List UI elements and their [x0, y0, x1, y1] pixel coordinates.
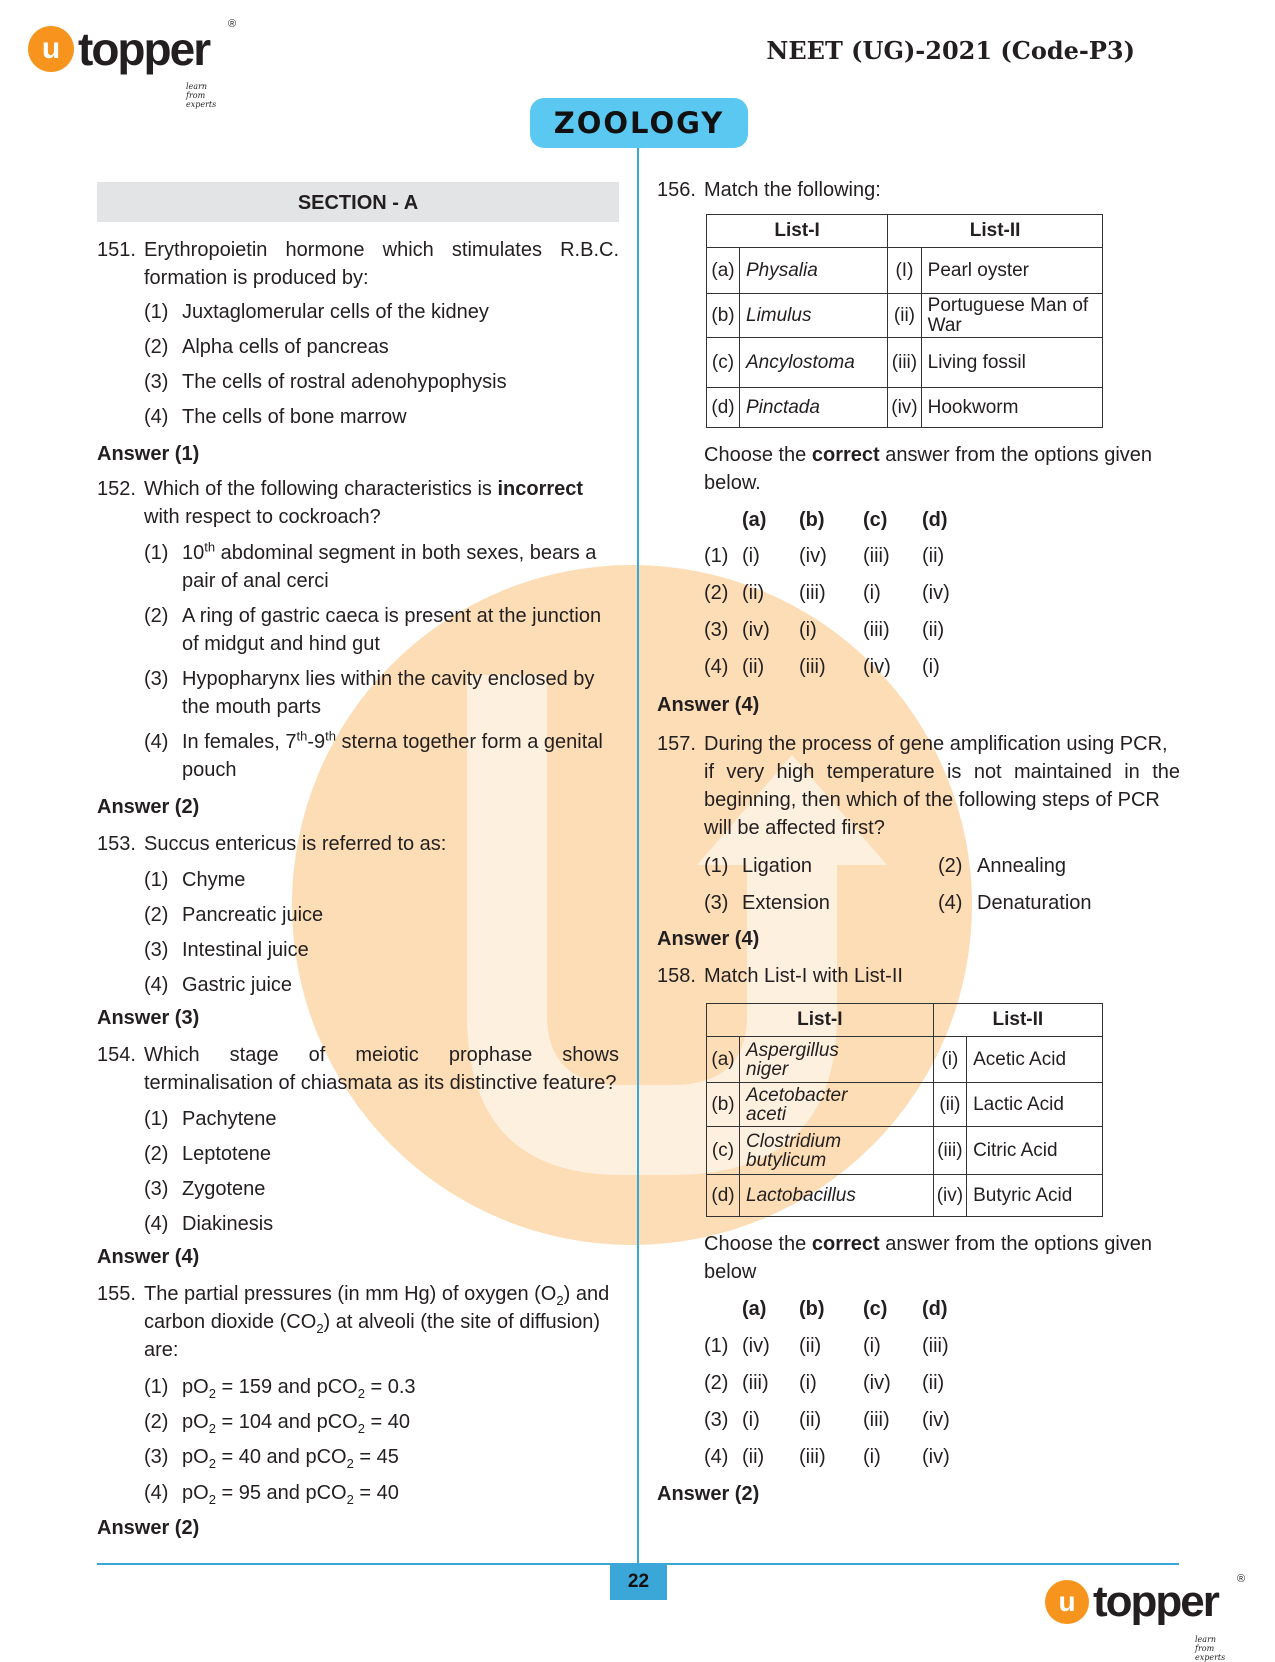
instruction-part: answer from the options given: [879, 1233, 1153, 1255]
option-number: (2): [938, 855, 963, 877]
option-number: (1): [144, 542, 169, 564]
row-label: (iv): [933, 1175, 966, 1217]
option-number: (2): [704, 582, 729, 604]
col-head: (a): [742, 509, 767, 531]
question-text: [144, 1280, 609, 1308]
question-number: 152.: [97, 478, 136, 500]
option-text-part: In females, 7: [182, 731, 297, 753]
option-number: (4): [144, 731, 169, 753]
question-emphasis: incorrect: [497, 478, 584, 500]
option-number: (2): [144, 904, 169, 926]
option-number: (4): [144, 974, 169, 996]
option-text: Pachytene: [182, 1108, 277, 1130]
option-value: (iii): [799, 582, 826, 604]
option-value: (iv): [922, 582, 950, 604]
row-label: (c): [707, 338, 740, 388]
question-text-part: The partial pressures (in mm Hg) of oxygen (O: [144, 1283, 557, 1305]
option-text-part: = 40: [353, 1482, 399, 1504]
option-value: (ii): [799, 1335, 822, 1357]
option-text-part: = 95 and pCO: [215, 1482, 347, 1504]
option-text: [182, 539, 596, 567]
option-value: (i): [922, 656, 940, 678]
option-value: (iii): [742, 1372, 769, 1394]
option-text: Hypopharynx lies within the cavity enclosed by: [182, 668, 595, 690]
cell: Pearl oyster: [921, 248, 1102, 294]
option-text: Gastric juice: [182, 974, 293, 996]
answer: Answer (2): [97, 1517, 200, 1539]
cell: Ancylostoma: [740, 338, 888, 388]
option-text: Leptotene: [182, 1143, 271, 1165]
question-number: 156.: [657, 179, 696, 201]
cell: Acetic Acid: [967, 1037, 1103, 1083]
option-value: (i): [863, 582, 881, 604]
option-text: The cells of bone marrow: [182, 406, 407, 428]
option-value: (iv): [922, 1409, 950, 1431]
option-value: (iii): [863, 545, 890, 567]
option-value: (ii): [922, 619, 945, 641]
cell: Lactic Acid: [967, 1083, 1103, 1127]
question-text: are:: [144, 1339, 179, 1361]
question-text: Which stage of meiotic prophase shows: [144, 1044, 619, 1066]
option-number: (4): [144, 406, 169, 428]
option-text: the mouth parts: [182, 696, 321, 718]
question-text: if very high temperature is not maintained in the: [704, 761, 1180, 783]
logo-u-icon: u: [28, 26, 74, 72]
col-head: (c): [863, 1298, 888, 1320]
question-text: will be affected first?: [704, 817, 885, 839]
logo-u-icon: u: [1045, 1580, 1089, 1624]
option-text: A ring of gastric caeca is present at the junction: [182, 605, 602, 627]
option-text: Alpha cells of pancreas: [182, 336, 389, 358]
subscript: 2: [357, 1421, 365, 1436]
row-label: (iv): [888, 388, 921, 428]
option-number: (2): [144, 336, 169, 358]
table-header: List-I: [707, 1004, 934, 1037]
cell: Citric Acid: [967, 1127, 1103, 1175]
option-number: (1): [704, 855, 729, 877]
option-value: (iv): [922, 1446, 950, 1468]
table-row: [707, 388, 1103, 428]
option-value: (iii): [799, 1446, 826, 1468]
instruction-text: below: [704, 1261, 757, 1283]
option-value: (iii): [863, 1409, 890, 1431]
question-text: [144, 1308, 600, 1336]
col-head: (a): [742, 1298, 767, 1320]
option-text-part: pO: [182, 1446, 209, 1468]
row-label: (i): [933, 1037, 966, 1083]
cell: Pinctada: [740, 388, 888, 428]
option-text: pouch: [182, 759, 237, 781]
subscript: 2: [208, 1492, 216, 1507]
option-number: (1): [144, 1376, 169, 1398]
option-text-part: = 159 and pCO: [215, 1376, 358, 1398]
question-text-part: ) and: [563, 1283, 610, 1305]
row-label: (b): [707, 294, 740, 338]
col-head: (d): [922, 1298, 948, 1320]
question-text: Match the following:: [704, 179, 881, 201]
table-header: List-II: [888, 215, 1103, 248]
option-text: Annealing: [977, 855, 1066, 877]
option-value: (i): [799, 619, 817, 641]
instruction-part: Choose the: [704, 444, 812, 466]
match-table: [706, 214, 1103, 428]
option-text: Juxtaglomerular cells of the kidney: [182, 301, 489, 323]
option-text: [182, 1479, 399, 1507]
option-text-part: -9: [307, 731, 326, 753]
option-value: (iii): [799, 656, 826, 678]
col-head: (b): [799, 509, 825, 531]
question-text-part: ) at alveoli (the site of diffusion): [323, 1311, 600, 1333]
option-text: Zygotene: [182, 1178, 266, 1200]
option-text: Pancreatic juice: [182, 904, 324, 926]
answer: Answer (1): [97, 443, 200, 465]
option-number: (1): [144, 1108, 169, 1130]
option-text: [182, 1408, 410, 1436]
option-number: (1): [704, 545, 729, 567]
row-label: (d): [707, 388, 740, 428]
option-value: (iv): [863, 1372, 891, 1394]
option-text: of midgut and hind gut: [182, 633, 380, 655]
option-value: (ii): [742, 582, 765, 604]
option-value: (i): [742, 1409, 760, 1431]
instruction-part: Choose the: [704, 1233, 812, 1255]
answer: Answer (4): [657, 694, 760, 716]
logo-tagline: learn from experts: [186, 82, 217, 109]
option-value: (i): [799, 1372, 817, 1394]
option-number: (3): [144, 1446, 169, 1468]
option-value: (iv): [742, 619, 770, 641]
superscript: th: [204, 539, 216, 555]
row-label: (a): [707, 1037, 740, 1083]
option-value: (ii): [742, 656, 765, 678]
cell: [740, 1127, 934, 1175]
subscript: 2: [556, 1293, 564, 1308]
question-text: formation is produced by:: [144, 267, 369, 289]
option-text: Chyme: [182, 869, 246, 891]
logo-registered: ®: [228, 18, 237, 30]
answer: Answer (4): [657, 928, 760, 950]
option-number: (3): [144, 939, 169, 961]
option-number: (3): [144, 371, 169, 393]
option-number: (4): [938, 892, 963, 914]
option-value: (iv): [799, 545, 827, 567]
option-text-part: = 40 and pCO: [215, 1446, 347, 1468]
option-text: The cells of rostral adenohypophysis: [182, 371, 507, 393]
option-text-part: = 104 and pCO: [215, 1411, 358, 1433]
question-text-part: carbon dioxide (CO: [144, 1311, 317, 1333]
logo-registered: ®: [1237, 1573, 1246, 1585]
option-text: Intestinal juice: [182, 939, 309, 961]
option-number: (1): [144, 301, 169, 323]
option-number: (4): [704, 1446, 729, 1468]
question-text-part: Which of the following characteristics is: [144, 478, 498, 500]
option-number: (3): [144, 1178, 169, 1200]
option-number: (3): [704, 1409, 729, 1431]
col-head: (d): [922, 509, 948, 531]
match-table: [706, 1003, 1103, 1217]
question-number: 155.: [97, 1283, 136, 1305]
subscript: 2: [208, 1386, 216, 1401]
table-row: [707, 248, 1103, 294]
cell: Portuguese Man of War: [921, 294, 1102, 338]
subscript: 2: [346, 1492, 354, 1507]
option-value: (ii): [922, 1372, 945, 1394]
subject-title: ZOOLOGY: [530, 98, 748, 148]
superscript: th: [296, 728, 308, 744]
section-heading: SECTION - A: [97, 182, 619, 222]
superscript: th: [325, 728, 336, 744]
row-label: (a): [707, 248, 740, 294]
option-text: [182, 1373, 416, 1401]
option-text: pair of anal cerci: [182, 570, 329, 592]
option-value: (ii): [799, 1409, 822, 1431]
option-number: (3): [704, 892, 729, 914]
col-head: (c): [863, 509, 888, 531]
question-text: [144, 475, 583, 503]
question-number: 157.: [657, 733, 696, 755]
option-text-part: sterna together form a genital: [336, 731, 603, 753]
table-row: [707, 1175, 1103, 1217]
column-divider: [637, 148, 639, 1566]
cell-line: aceti: [746, 1103, 787, 1125]
instruction-emphasis: correct: [811, 444, 880, 466]
question-number: 151.: [97, 239, 136, 261]
row-label: (iii): [888, 338, 921, 388]
row-label: (iii): [933, 1127, 966, 1175]
option-number: (1): [704, 1335, 729, 1357]
option-text-part: = 0.3: [364, 1376, 416, 1398]
option-text: Diakinesis: [182, 1213, 274, 1235]
option-value: (i): [742, 545, 760, 567]
answer: Answer (3): [97, 1007, 200, 1029]
option-number: (3): [704, 619, 729, 641]
instruction-text: [704, 1230, 1152, 1258]
option-value: (i): [863, 1335, 881, 1357]
question-text: Succus entericus is referred to as:: [144, 833, 447, 855]
row-label: (d): [707, 1175, 740, 1217]
option-text-part: = 45: [353, 1446, 399, 1468]
subscript: 2: [357, 1386, 365, 1401]
subscript: 2: [208, 1421, 216, 1436]
topper-logo: [28, 18, 237, 109]
cell-line: Clostridium: [746, 1130, 842, 1152]
table-row: [707, 1127, 1103, 1175]
option-text-part: 10: [182, 542, 205, 564]
logo-tagline: learn from experts: [1195, 1635, 1226, 1662]
option-text: [182, 728, 603, 756]
cell: Lactobacillus: [740, 1175, 934, 1217]
option-text-part: = 40: [364, 1411, 410, 1433]
question-text: beginning, then which of the following steps of PCR: [704, 789, 1160, 811]
option-number: (2): [704, 1372, 729, 1394]
option-value: (ii): [742, 1446, 765, 1468]
instruction-text: [704, 441, 1152, 469]
table-row: [707, 294, 1103, 338]
option-text-part: abdominal segment in both sexes, bears a: [215, 542, 597, 564]
option-text-part: pO: [182, 1411, 209, 1433]
option-value: (iv): [742, 1335, 770, 1357]
question-number: 154.: [97, 1044, 136, 1066]
instruction-text: below.: [704, 472, 761, 494]
subscript: 2: [208, 1456, 216, 1471]
option-number: (4): [144, 1213, 169, 1235]
table-row: [707, 338, 1103, 388]
option-text: [182, 1443, 399, 1471]
cell-line: Aspergillus: [746, 1039, 839, 1061]
page-number: 22: [610, 1563, 667, 1600]
cell-line: niger: [746, 1058, 789, 1080]
subscript: 2: [346, 1456, 354, 1471]
cell: Limulus: [740, 294, 888, 338]
row-label: (ii): [888, 294, 921, 338]
answer: Answer (2): [97, 796, 200, 818]
cell: [740, 1037, 934, 1083]
option-number: (4): [144, 1482, 169, 1504]
option-value: (ii): [922, 545, 945, 567]
option-number: (2): [144, 1143, 169, 1165]
option-number: (1): [144, 869, 169, 891]
question-number: 153.: [97, 833, 136, 855]
table-row: [707, 1037, 1103, 1083]
row-label: (b): [707, 1083, 740, 1127]
option-text-part: pO: [182, 1376, 209, 1398]
subscript: 2: [316, 1321, 324, 1336]
answer: Answer (2): [657, 1483, 760, 1505]
question-number: 158.: [657, 965, 696, 987]
question-text: terminalisation of chiasmata as its distinctive feature?: [144, 1072, 617, 1094]
question-text: Match List-I with List-II: [704, 965, 903, 987]
option-text: Ligation: [742, 855, 813, 877]
option-number: (2): [144, 1411, 169, 1433]
table-header: List-II: [933, 1004, 1102, 1037]
logo-word: topper: [78, 23, 210, 75]
instruction-part: answer from the options given: [879, 444, 1153, 466]
answer: Answer (4): [97, 1246, 200, 1268]
option-value: (iii): [922, 1335, 949, 1357]
question-text: Erythropoietin hormone which stimulates R.B.C.: [144, 239, 619, 261]
exam-code: NEET (UG)-2021 (Code-P3): [766, 36, 1135, 65]
option-number: (3): [144, 668, 169, 690]
footer-topper-logo: [1045, 1573, 1246, 1662]
option-text: Extension: [742, 892, 830, 914]
option-number: (4): [704, 656, 729, 678]
option-value: (iii): [863, 619, 890, 641]
logo-word: topper: [1093, 1577, 1218, 1626]
option-value: (iv): [863, 656, 891, 678]
option-text: Denaturation: [977, 892, 1092, 914]
option-number: (2): [144, 605, 169, 627]
cell: Physalia: [740, 248, 888, 294]
cell: Living fossil: [921, 338, 1102, 388]
row-label: (ii): [933, 1083, 966, 1127]
cell: Butyric Acid: [967, 1175, 1103, 1217]
row-label: (c): [707, 1127, 740, 1175]
question-text: with respect to cockroach?: [144, 506, 381, 528]
option-text-part: pO: [182, 1482, 209, 1504]
question-text: During the process of gene amplification using PCR,: [704, 733, 1168, 755]
table-header: List-I: [707, 215, 888, 248]
instruction-emphasis: correct: [811, 1233, 880, 1255]
col-head: (b): [799, 1298, 825, 1320]
cell: [740, 1083, 934, 1127]
table-row: [707, 1083, 1103, 1127]
option-value: (i): [863, 1446, 881, 1468]
row-label: (I): [888, 248, 921, 294]
cell-line: Acetobacter: [746, 1084, 848, 1106]
cell: Hookworm: [921, 388, 1102, 428]
cell-line: butylicum: [746, 1149, 827, 1171]
